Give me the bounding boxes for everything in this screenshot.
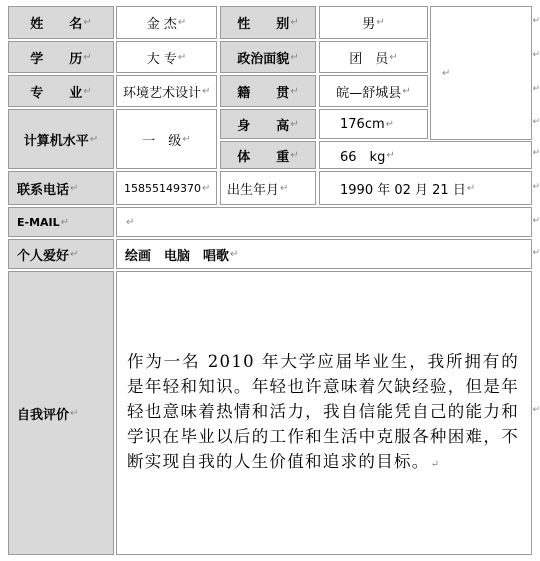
evaluation-label-cell	[8, 271, 114, 555]
origin-label: 籍 贯	[237, 85, 290, 101]
paragraph-mark: ↵	[83, 51, 92, 63]
gender-value-cell[interactable]	[319, 6, 428, 39]
major-label: 专 业	[30, 85, 83, 101]
birth-label-cell	[220, 171, 316, 205]
hobby-value: 绘画 电脑 唱歌	[125, 248, 230, 264]
paragraph-mark: ↵	[290, 51, 299, 63]
origin-label-cell	[220, 75, 316, 107]
paragraph-mark: ↵	[70, 182, 79, 194]
paragraph-mark: ↵	[466, 182, 476, 194]
name-label-cell	[8, 6, 114, 39]
height-value-cell[interactable]	[319, 109, 428, 139]
education-value: 大 专	[146, 51, 177, 67]
phone-value-cell[interactable]	[116, 171, 217, 205]
paragraph-mark: ↵	[60, 216, 70, 228]
paragraph-mark: ↵	[70, 407, 79, 419]
birth-label: 出生年月	[227, 182, 280, 198]
birth-value: 1990 年 02 月 21 日	[340, 182, 466, 198]
political-value: 团 员	[349, 51, 389, 67]
gender-value: 男	[362, 17, 376, 32]
paragraph-mark: ↵	[280, 182, 289, 194]
paragraph-mark: ↵	[290, 85, 299, 97]
major-value: 环境艺术设计	[123, 85, 202, 101]
paragraph-mark: ↵	[89, 133, 99, 145]
row-end-mark: ↵	[532, 50, 540, 60]
computer-label: 计算机水平	[23, 133, 89, 149]
evaluation-label: 自我评价	[17, 407, 70, 423]
gender-label: 性 别	[237, 17, 290, 32]
weight-label: 体 重	[237, 149, 290, 165]
photo-cell	[430, 6, 532, 140]
hobby-label-cell	[8, 239, 114, 269]
paragraph-mark: ↵	[376, 17, 385, 28]
evaluation-value: 作为一名 2010 年大学应届毕业生，我所拥有的是年轻和知识。年轻也许意味着欠缺经验，但是年轻也意味着热情和活力，我自信能凭自己的能力和学识在毕业以后的工作和生活中克服各种困难，不断实现自我的人生价值和追求的目标。	[127, 352, 519, 471]
evaluation-value-cell[interactable]	[116, 271, 532, 555]
row-end-mark: ↵	[532, 216, 540, 226]
paragraph-mark: ↵	[182, 133, 191, 145]
gender-label-cell	[220, 6, 316, 39]
name-value: 金 杰	[146, 17, 177, 32]
phone-label: 联系电话	[17, 182, 70, 198]
paragraph-mark: ↵	[389, 51, 398, 63]
paragraph-mark: ↵	[126, 216, 135, 228]
paragraph-mark: ↵	[290, 149, 299, 161]
major-label-cell	[8, 75, 114, 107]
phone-label-cell	[8, 171, 114, 205]
education-value-cell[interactable]	[116, 41, 217, 73]
paragraph-mark: ↵	[83, 85, 92, 97]
political-label-cell	[220, 41, 316, 73]
weight-label-cell	[220, 141, 316, 169]
paragraph-mark: ↵	[385, 118, 395, 130]
origin-value: 皖—舒城县	[336, 85, 402, 101]
paragraph-mark: ↵	[290, 17, 299, 28]
phone-value: 15855149370	[124, 181, 201, 195]
paragraph-mark: ↵	[290, 118, 299, 130]
evaluation-text	[127, 349, 519, 477]
paragraph-mark: ↵	[202, 85, 211, 97]
row-end-mark: ↵	[532, 84, 540, 94]
hobby-value-cell[interactable]	[116, 239, 532, 269]
email-label: E-MAIL	[17, 215, 60, 229]
name-label: 姓 名	[30, 17, 83, 32]
email-value-cell[interactable]	[116, 207, 532, 237]
paragraph-mark: ↵	[177, 17, 187, 28]
computer-value: 一 级	[142, 133, 182, 149]
height-value: 176cm	[340, 116, 385, 132]
paragraph-mark: ↵	[402, 85, 411, 97]
paragraph-mark: ↵	[230, 248, 239, 260]
paragraph-mark: ↵	[201, 182, 211, 194]
row-end-mark: ↵	[532, 182, 540, 192]
major-value-cell[interactable]	[116, 75, 217, 107]
paragraph-mark: ↵	[430, 459, 441, 470]
height-label: 身 高	[237, 118, 290, 134]
row-end-mark: ↵	[532, 405, 540, 415]
paragraph-mark: ↵	[177, 51, 187, 63]
paragraph-mark: ↵	[70, 248, 79, 260]
email-label-cell	[8, 207, 114, 237]
weight-value-cell[interactable]	[319, 141, 532, 169]
row-end-mark: ↵	[532, 117, 540, 127]
paragraph-mark: ↵	[442, 67, 451, 79]
computer-label-cell	[8, 109, 114, 169]
row-end-mark: ↵	[532, 16, 540, 26]
row-end-mark: ↵	[532, 248, 540, 258]
paragraph-mark: ↵	[386, 149, 395, 161]
height-label-cell	[220, 109, 316, 139]
computer-value-cell[interactable]	[116, 109, 217, 169]
weight-value: 66 kg	[340, 149, 386, 165]
political-value-cell[interactable]	[319, 41, 428, 73]
name-value-cell[interactable]	[116, 6, 217, 39]
education-label-cell	[8, 41, 114, 73]
origin-value-cell[interactable]	[319, 75, 428, 107]
row-end-mark: ↵	[532, 148, 540, 158]
birth-value-cell[interactable]	[319, 171, 532, 205]
hobby-label: 个人爱好	[17, 248, 70, 264]
education-label: 学 历	[30, 51, 83, 67]
political-label: 政治面貌	[237, 51, 290, 67]
paragraph-mark: ↵	[83, 17, 92, 28]
